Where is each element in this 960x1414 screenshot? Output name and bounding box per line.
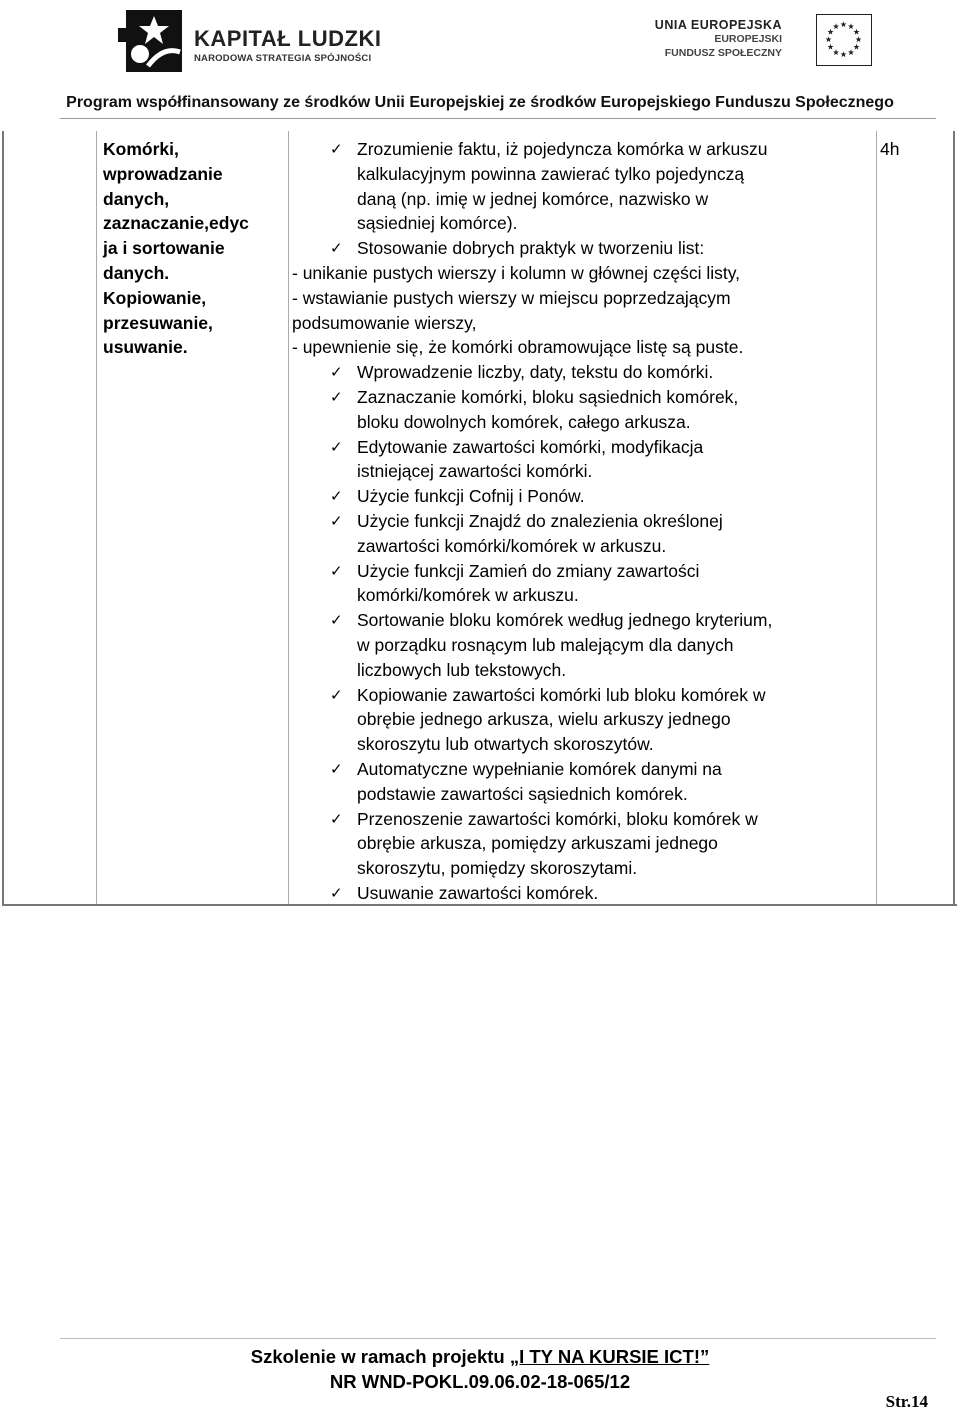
list-item-line: istniejącej zawartości komórki. xyxy=(357,461,593,482)
list-item xyxy=(292,137,874,236)
list-item-line: Użycie funkcji Zamień do zmiany zawartości xyxy=(357,560,700,581)
list-item-line: kalkulacyjnym powinna zawierać tylko pojedynczą xyxy=(357,163,745,184)
checkmark-icon: ✓ xyxy=(330,363,343,382)
eu-title: UNIA EUROPEJSKA xyxy=(654,18,782,32)
checkmark-icon: ✓ xyxy=(330,611,343,630)
list-item-line: obrębie arkusza, pomiędzy arkuszami jednego xyxy=(357,833,718,854)
eu-star-icon xyxy=(840,21,846,27)
footer-prefix: Szkolenie w ramach projektu xyxy=(250,1346,510,1367)
topic-line: wprowadzanie xyxy=(103,163,223,184)
list-item-line: Automatyczne wypełnianie komórek danymi na xyxy=(357,758,722,779)
dash-line: - wstawianie pustych wierszy w miejscu poprzedzającym xyxy=(292,287,731,308)
list-item xyxy=(292,385,874,435)
list-item-line: podstawie zawartości sąsiednich komórek. xyxy=(357,783,688,804)
checkmark-icon: ✓ xyxy=(330,239,343,258)
checkmark-icon: ✓ xyxy=(330,809,343,828)
list-item xyxy=(292,509,874,559)
list-item-line: Kopiowanie zawartości komórki lub bloku komórek w xyxy=(357,684,766,705)
page-footer xyxy=(0,1344,960,1394)
topic-line: Kopiowanie, xyxy=(103,287,207,308)
kapital-ludzki-emblem-icon xyxy=(118,6,188,76)
table-border-right xyxy=(953,131,955,905)
list-item-line: Zrozumienie faktu, iż pojedyncza komórka w arkuszu xyxy=(357,139,768,159)
content-cell xyxy=(292,137,874,906)
page-label: Str. xyxy=(885,1392,911,1411)
eu-flag-icon xyxy=(816,14,872,66)
topic-line: danych, xyxy=(103,188,170,209)
checkmark-icon: ✓ xyxy=(330,387,343,406)
checkmark-icon: ✓ xyxy=(330,561,343,580)
list-item-line: Stosowanie dobrych praktyk w tworzeniu list: xyxy=(357,238,705,259)
kapital-ludzki-logo xyxy=(118,6,388,76)
footer-project-name: „I TY NA KURSIE ICT!” xyxy=(509,1346,710,1367)
dash-line: - upewnienie się, że komórki obramowujące listę są puste. xyxy=(292,337,744,358)
eu-line-2: FUNDUSZ SPOŁECZNY xyxy=(664,47,782,59)
eu-logo-text xyxy=(655,18,782,60)
list-item-line: zawartości komórki/komórek w arkuszu. xyxy=(357,535,667,556)
list-item-line: skoroszytu lub otwartych skoroszytów. xyxy=(357,734,654,755)
topic-line: usuwanie. xyxy=(103,337,188,358)
table-divider-1 xyxy=(96,131,97,905)
list-item xyxy=(292,435,874,485)
list-item-line: Użycie funkcji Znajdź do znalezienia określonej xyxy=(357,510,723,531)
dash-line: podsumowanie wierszy, xyxy=(292,312,477,333)
table-divider-2 xyxy=(288,131,289,905)
footer-divider xyxy=(60,1338,936,1339)
list-item-line: liczbowych lub tekstowych. xyxy=(357,659,567,680)
list-item xyxy=(292,484,874,509)
checkmark-icon: ✓ xyxy=(330,437,343,456)
list-item-line: obrębie jednego arkusza, wielu arkuszy jednego xyxy=(357,709,731,730)
list-item xyxy=(292,236,874,261)
eu-logo xyxy=(654,12,872,72)
header-divider xyxy=(60,118,936,119)
kapital-ludzki-subtitle: NARODOWA STRATEGIA SPÓJNOŚCI xyxy=(194,53,372,64)
topic-line: przesuwanie, xyxy=(103,312,213,333)
kapital-ludzki-title: KAPITAŁ LUDZKI xyxy=(194,26,382,51)
checkmark-icon: ✓ xyxy=(330,511,343,530)
list-item-line: Użycie funkcji Cofnij i Ponów. xyxy=(357,486,585,507)
topic-line: danych. xyxy=(103,262,170,283)
page-header xyxy=(0,0,960,120)
eu-star-icon xyxy=(840,51,846,57)
eu-star-icon xyxy=(827,44,833,50)
table-divider-3 xyxy=(876,131,877,905)
eu-star-icon xyxy=(833,49,839,55)
checkmark-icon: ✓ xyxy=(330,487,343,506)
eu-star-icon xyxy=(825,36,831,42)
eu-star-icon xyxy=(848,23,854,29)
list-item xyxy=(292,807,874,881)
list-item xyxy=(292,757,874,807)
list-item-line: skoroszytu, pomiędzy skoroszytami. xyxy=(357,858,638,879)
list-item-line: komórki/komórek w arkuszu. xyxy=(357,585,579,606)
hours-cell: 4h xyxy=(880,139,900,159)
checkmark-icon: ✓ xyxy=(330,759,343,778)
eu-star-icon xyxy=(833,23,839,29)
list-item xyxy=(292,881,874,906)
list-item xyxy=(292,559,874,609)
list-item-line: sąsiedniej komórce). xyxy=(357,213,518,234)
list-item-line: Sortowanie bloku komórek według jednego kryterium, xyxy=(357,610,773,631)
list-item xyxy=(292,683,874,757)
checkmark-icon: ✓ xyxy=(330,883,343,902)
dash-line: - unikanie pustych wierszy i kolumn w głównej części listy, xyxy=(292,262,741,283)
topic-line: Komórki, xyxy=(103,139,179,159)
checkmark-icon: ✓ xyxy=(330,140,343,158)
eu-star-icon xyxy=(853,29,859,35)
topic-cell xyxy=(103,137,283,360)
eu-star-icon xyxy=(855,36,861,42)
list-item-line: w porządku rosnącym lub malejącym dla danych xyxy=(357,634,734,655)
page-number-value: 14 xyxy=(911,1392,928,1411)
topic-line: ja i sortowanie xyxy=(103,238,225,259)
checkmark-icon: ✓ xyxy=(330,685,343,704)
footer-line-2: NR WND-POKL.09.06.02-18-065/12 xyxy=(329,1371,631,1392)
list-item-line: Usuwanie zawartości komórek. xyxy=(357,882,599,903)
table-border-left xyxy=(2,131,4,905)
list-item-line: Edytowanie zawartości komórki, modyfikacja xyxy=(357,436,704,457)
eu-line-1: EUROPEJSKI xyxy=(714,33,782,45)
eu-star-icon xyxy=(848,49,854,55)
list-item-line: Wprowadzenie liczby, daty, tekstu do komórki. xyxy=(357,362,714,383)
list-item-line: daną (np. imię w jednej komórce, nazwisko w xyxy=(357,188,709,209)
page-number xyxy=(886,1392,928,1412)
list-item-line: bloku dowolnych komórek, całego arkusza. xyxy=(357,411,691,432)
list-item-line: Zaznaczanie komórki, bloku sąsiednich komórek, xyxy=(357,386,739,407)
footer-line-1 xyxy=(0,1344,960,1369)
list-item xyxy=(292,360,874,385)
list-item-line: Przenoszenie zawartości komórki, bloku komórek w xyxy=(357,808,758,829)
topic-line: zaznaczanie,edyc xyxy=(103,213,249,234)
eu-star-icon xyxy=(827,29,833,35)
list-item xyxy=(292,608,874,682)
eu-star-icon xyxy=(853,44,859,50)
eu-stars-icon xyxy=(817,15,870,64)
program-statement: Program współfinansowany ze środków Unii Europejskiej ze środków Europejskiego Funduszu Społecznego xyxy=(66,94,894,111)
